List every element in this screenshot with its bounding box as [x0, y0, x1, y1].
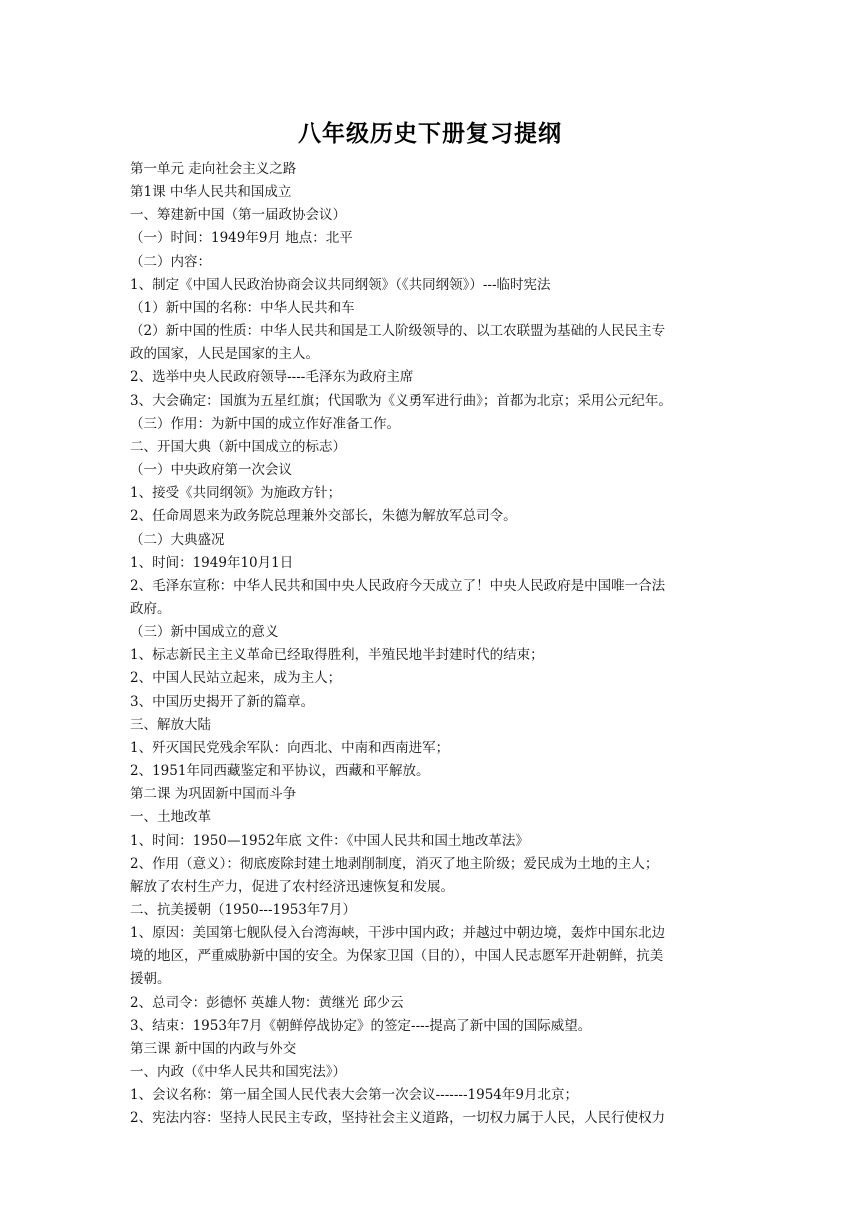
text-line: 一、内政（《中华人民共和国宪法》） [130, 1064, 346, 1081]
text-line: 第三课 新中国的内政与外交 [130, 1040, 297, 1057]
text-line: 第二课 为巩固新中国而斗争 [130, 786, 297, 803]
text-line: （一）中央政府第一次会议 [130, 462, 292, 479]
text-line: 3、结束：1953年7月《朝鲜停战协定》的签定----提高了新中国的国际威望。 [130, 1017, 592, 1034]
text-line: 2、毛泽东宣称：中华人民共和国中央人民政府今天成立了！中央人民政府是中国唯一合法 [130, 577, 666, 594]
text-line: 2、中国人民站立起来，成为主人； [130, 670, 342, 687]
text-line: 3、中国历史揭开了新的篇章。 [130, 693, 315, 710]
document-body [130, 158, 738, 1131]
text-line: 政府。 [130, 600, 171, 617]
text-line: 1、歼灭国民党残余军队：向西北、中南和西南进军； [130, 739, 450, 756]
text-line: （三）作用：为新中国的成立作好准备工作。 [130, 415, 400, 432]
text-line: 2、宪法内容：坚持人民民主专政，坚持社会主义道路，一切权力属于人民，人民行使权力 [130, 1110, 666, 1127]
text-line: 1、会议名称：第一届全国人民代表大会第一次会议-------1954年9月北京； [130, 1087, 578, 1104]
text-line: 2、总司令：彭德怀 英雄人物：黄继光 邱少云 [130, 994, 404, 1011]
text-line: 2、作用（意义）：彻底废除封建土地剥削制度，消灭了地主阶级；爱民成为土地的主人； [130, 855, 659, 872]
text-line: 解放了农村生产力，促进了农村经济迅速恢复和发展。 [130, 878, 454, 895]
text-line: 政的国家，人民是国家的主人。 [130, 346, 319, 363]
text-line: （2）新中国的性质：中华人民共和国是工人阶级领导的、以工农联盟为基础的人民民主专 [130, 323, 666, 340]
text-line: 二、开国大典（新中国成立的标志） [130, 438, 346, 455]
text-line: 一、土地改革 [130, 809, 211, 826]
text-line: （1）新中国的名称：中华人民共和车 [130, 299, 355, 316]
document-title: 八年级历史下册复习提纲 [298, 121, 562, 147]
text-line: 1、时间：1950—1952年底 文件：《中国人民共和国土地改革法》 [130, 832, 529, 849]
text-line: 2、1951年同西藏鉴定和平协议，西藏和平解放。 [130, 763, 430, 780]
text-line: 1、接受《共同纲领》为施政方针； [130, 485, 342, 502]
text-line: 境的地区，严重威胁新中国的安全。为保家卫国（目的），中国人民志愿军开赴朝鲜，抗美 [130, 948, 664, 965]
text-line: 2、选举中央人民政府领导----毛泽东为政府主席 [130, 369, 414, 386]
text-line: （三）新中国成立的意义 [130, 624, 279, 641]
text-line: 3、大会确定：国旗为五星红旗；代国歌为《义勇军进行曲》；首都为北京；采用公元纪年。 [130, 392, 672, 409]
text-line: 一、筹建新中国（第一届政协会议） [130, 207, 346, 224]
text-line: 援朝。 [130, 971, 171, 988]
text-line: 三、解放大陆 [130, 716, 211, 733]
text-line: 二、抗美援朝（1950---1953年7月） [130, 902, 356, 918]
text-line: （一）时间：1949年9月 地点：北平 [130, 230, 353, 247]
text-line: 2、任命周恩来为政务院总理兼外交部长，朱德为解放军总司令。 [130, 508, 517, 525]
text-line: 1、时间：1949年10月1日 [130, 554, 294, 571]
text-line: 第一单元 走向社会主义之路 [130, 161, 297, 177]
text-line: 1、标志新民主主义革命已经取得胜利，半殖民地半封建时代的结束； [130, 647, 544, 664]
text-line: （二）内容： [130, 253, 211, 270]
text-line: 第1课 中华人民共和国成立 [130, 184, 292, 201]
text-line: 1、制定《中国人民政治协商会议共同纲领》（《共同纲领》）---临时宪法 [130, 276, 551, 293]
text-line: 1、原因：美国第七舰队侵入台湾海峡，干涉中国内政；并越过中朝边境，轰炸中国东北边 [130, 925, 666, 942]
text-line: （二）大典盛况 [130, 531, 225, 548]
